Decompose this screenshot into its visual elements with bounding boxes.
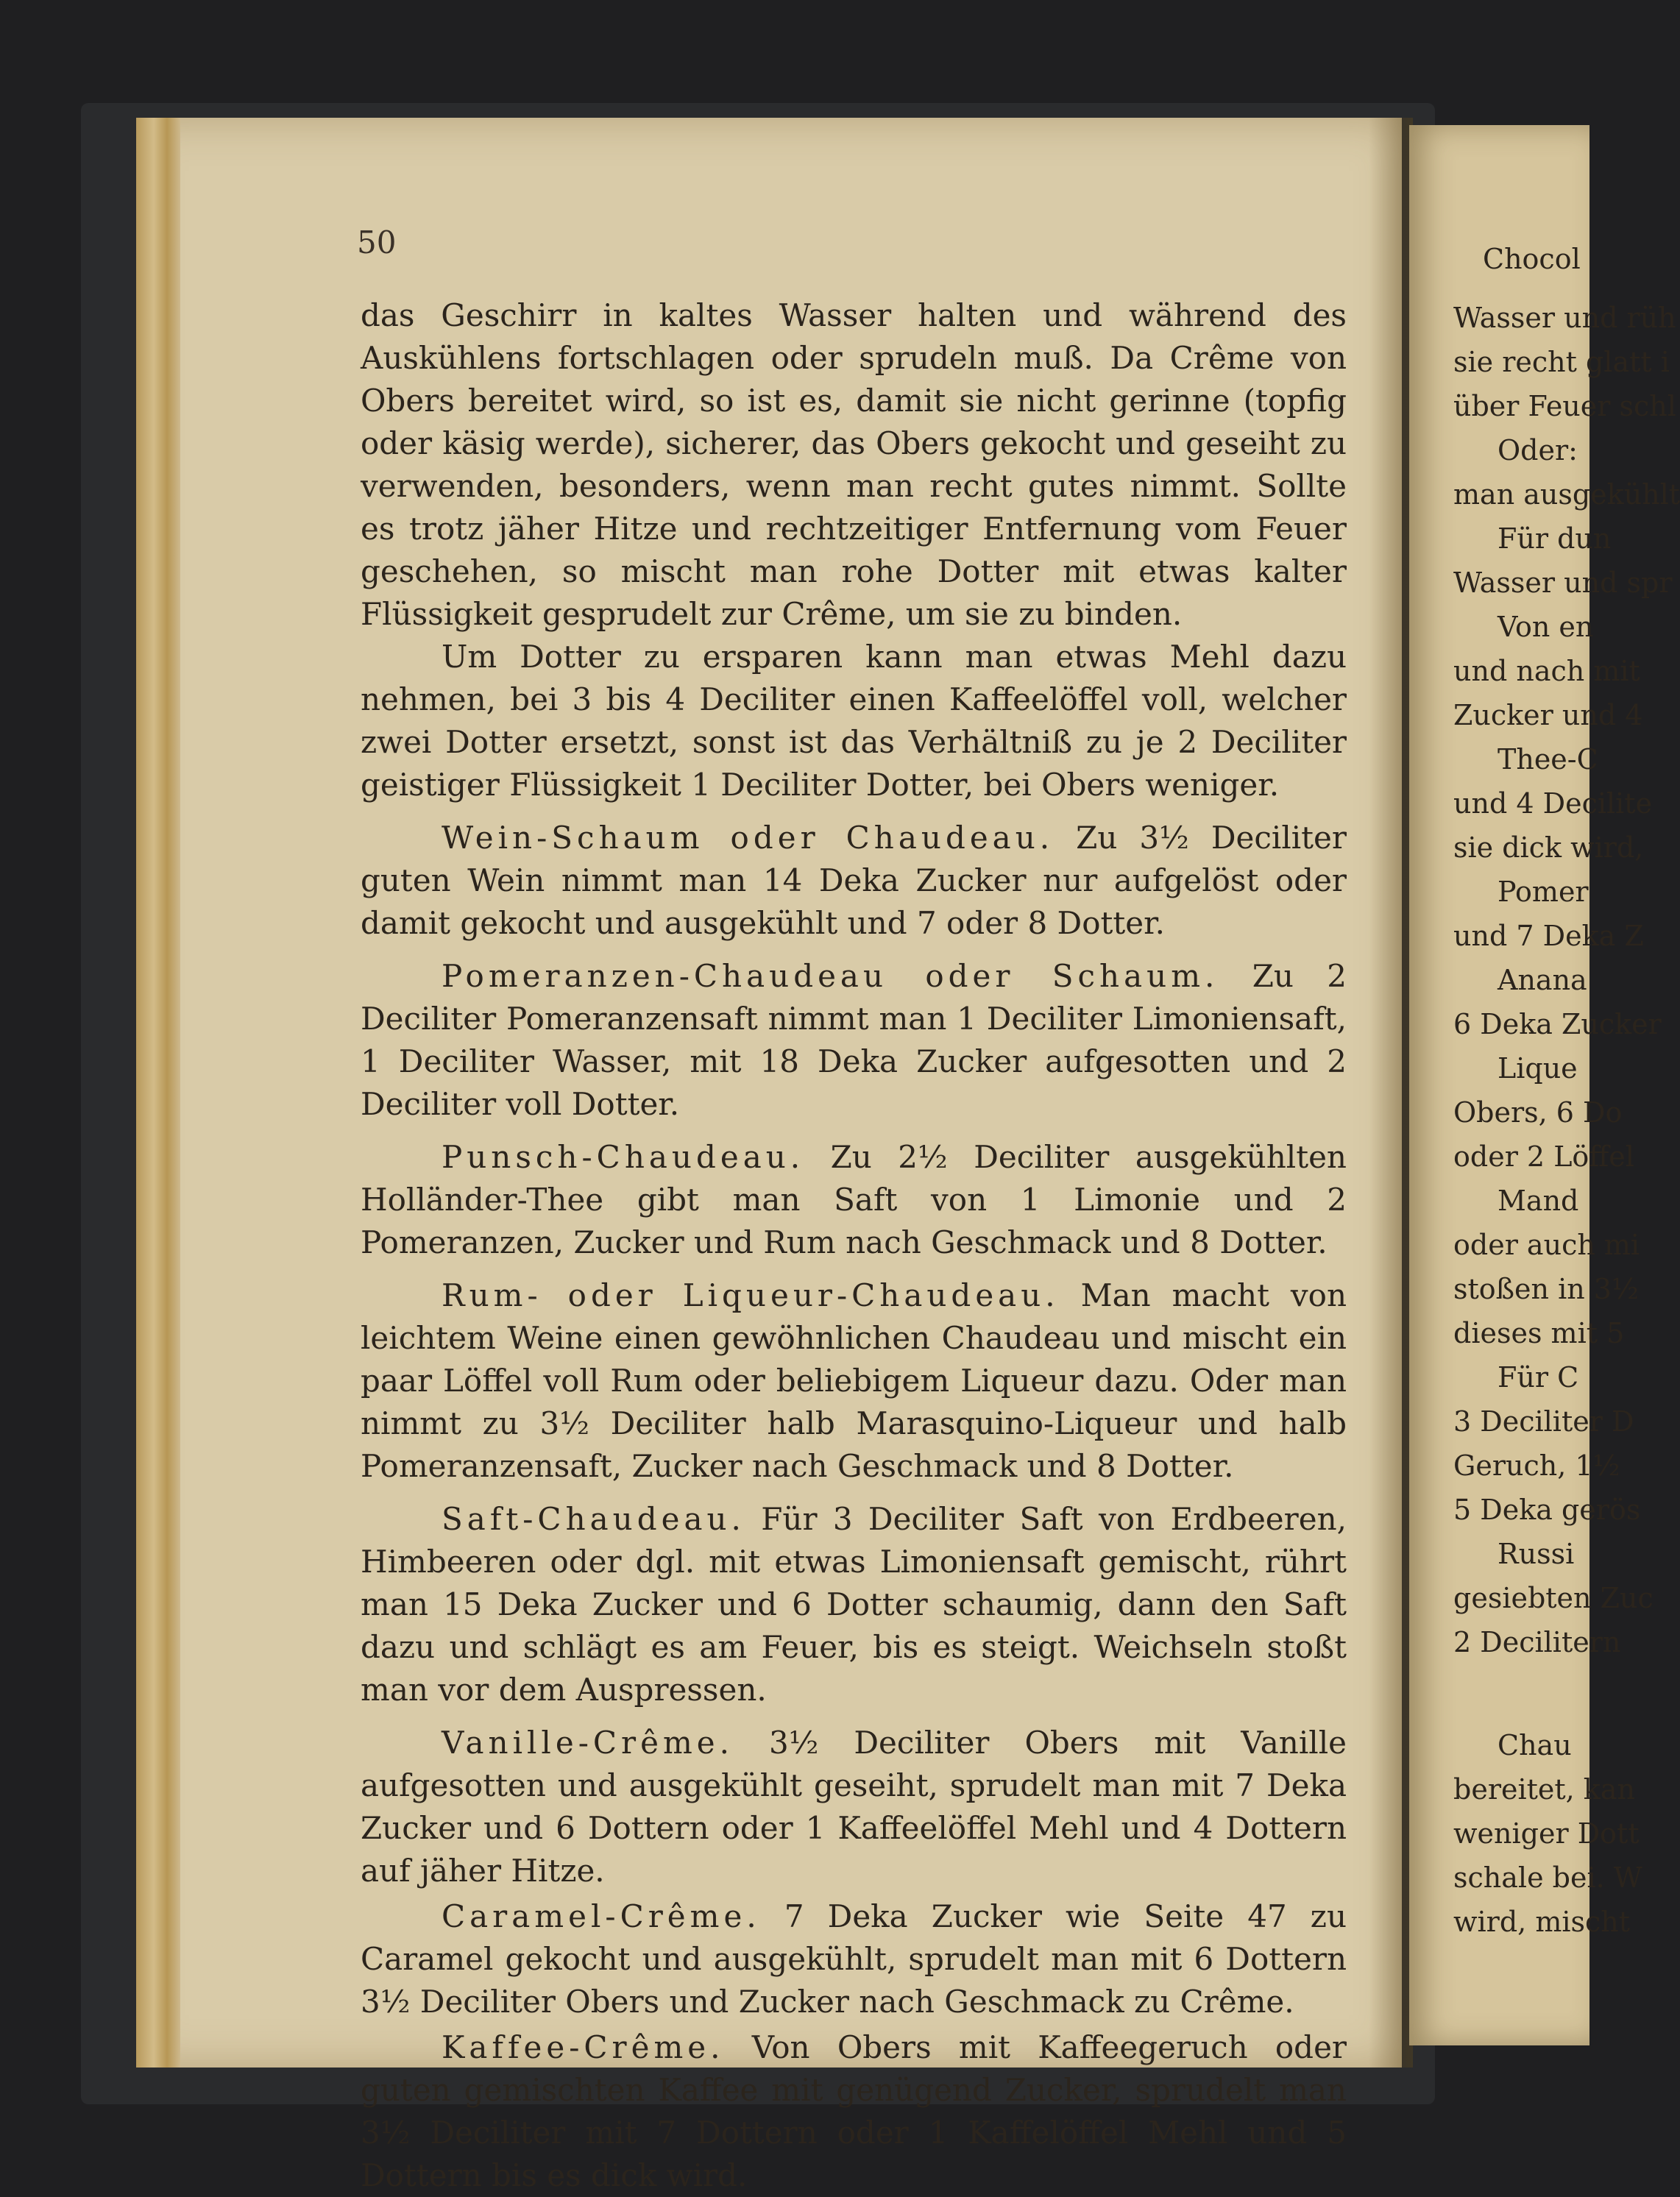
right-page-line: Zucker und 4: [1453, 699, 1643, 731]
recipe-heading: Vanille-Crême.: [442, 1725, 734, 1761]
right-page-line: 3 Deciliter D: [1453, 1405, 1634, 1438]
right-page-line: bereitet, kan: [1453, 1773, 1635, 1806]
page-body: [361, 294, 1347, 2197]
recipe-text: Für 3 Deciliter Saft von Erdbeeren, Himbeeren oder dgl. mit etwas Limoniensaft gemischt, rührt man 15 Deka Zucker und 6 Dotter schaumig, dann den Saft dazu und schlägt es am Feuer, bis es steigt. Weichseln stoßt man vor dem Auspressen.: [361, 1501, 1347, 1708]
page-number: 50: [357, 224, 397, 260]
right-page-line: oder auch mi: [1453, 1229, 1640, 1261]
right-page-line: Mand: [1498, 1185, 1579, 1217]
recipe-text: Zu 3½ Deciliter guten Wein nimmt man 14 Deka Zucker nur aufgelöst oder damit gekocht und ausgekühlt und 7 oder 8 Dotter.: [361, 820, 1347, 941]
recipe-paragraph: [361, 2026, 1347, 2197]
recipe-paragraph: [361, 817, 1347, 945]
paragraph-text: das Geschirr in kaltes Wasser halten und während des Auskühlens fortschlagen oder sprudeln muß. Da Crême von Obers bereitet wird, so ist es, damit sie nicht gerinne (topfig oder käsig werde), sicherer, das Obers gekocht und geseiht zu verwenden, besonders, wenn man recht gutes nimmt. Sollte es trotz jäher Hitze und rechtzeitiger Entfernung vom Feuer geschehen, so mischt man rohe Dotter mit etwas kalter Flüssigkeit gesprudelt zur Crême, um sie zu binden.: [361, 297, 1347, 632]
recipe-text: Man macht von leichtem Weine einen gewöhnlichen Chaudeau und mischt ein paar Löffel voll Rum oder beliebigem Liqueur dazu. Oder man nimmt zu 3½ Deciliter halb Marasquino-Liqueur und halb Pomeranzensaft, Zucker nach Geschmack und 8 Dotter.: [361, 1277, 1347, 1484]
recipe-heading: Pomeranzen-Chaudeau oder Schaum.: [442, 958, 1219, 994]
right-page-line: dieses mit 5: [1453, 1317, 1625, 1349]
recipe-heading: Saft-Chaudeau.: [442, 1501, 745, 1537]
recipe-paragraph: [361, 1498, 1347, 1711]
recipe-heading: Wein-Schaum oder Chaudeau.: [442, 820, 1055, 856]
right-page-line: Für dun: [1498, 522, 1612, 555]
recipe-paragraph: [361, 1722, 1347, 1892]
recipe-heading: Rum- oder Liqueur-Chaudeau.: [442, 1277, 1060, 1313]
paragraph: [361, 636, 1347, 806]
right-page-line: schale bei. W: [1453, 1861, 1642, 1894]
recipe-heading: Kaffee-Crême.: [442, 2029, 725, 2065]
right-page-line: Chocol: [1483, 243, 1581, 275]
right-page-line: oder 2 Löffel: [1453, 1140, 1634, 1173]
right-page-line: 2 Decilitern: [1453, 1626, 1621, 1658]
right-page-line: Von en: [1498, 611, 1594, 643]
right-page-line: Chau: [1498, 1729, 1572, 1761]
right-page-line: und nach mit: [1453, 655, 1640, 687]
right-page-line: 6 Deka Zucker: [1453, 1008, 1662, 1040]
right-page-line: Pomer: [1498, 876, 1589, 908]
right-page-line: Wasser und spr: [1453, 567, 1673, 599]
right-page-line: weniger Dott: [1453, 1817, 1640, 1850]
right-page-line: gesiebten Zuc: [1453, 1582, 1654, 1614]
right-page-line: stoßen in 3½: [1453, 1273, 1639, 1305]
right-page-line: Wasser und rüh: [1453, 302, 1676, 334]
recipe-text: 3½ Deciliter Obers mit Vanille aufgesotten und ausgekühlt geseiht, sprudelt man mit 7 Deka Zucker und 6 Dottern oder 1 Kaffeelöffel Mehl und 4 Dottern auf jäher Hitze.: [361, 1725, 1347, 1889]
right-page-line: wird, mischt: [1453, 1906, 1631, 1938]
recipe-text: Von Obers mit Kaffeegeruch oder guten gemischten Kaffee mit genügend Zucker, sprudelt man 3½ Deciliter mit 7 Dottern oder 1 Kaffelöffel Mehl und 5 Dottern bis es dick wird.: [361, 2029, 1347, 2193]
recipe-paragraph: [361, 1274, 1347, 1488]
right-page-line: sie recht glatt i: [1453, 346, 1670, 378]
right-page-line: sie dick wird,: [1453, 831, 1644, 864]
right-page-line: Geruch, 1½: [1453, 1449, 1620, 1482]
right-page-line: Russi: [1498, 1538, 1575, 1570]
right-page-line: über Feuer schl: [1453, 390, 1676, 422]
paragraph: [361, 294, 1347, 636]
recipe-text: Zu 2½ Deciliter ausgekühlten Holländer-Thee gibt man Saft von 1 Limonie und 2 Pomeranzen, Zucker und Rum nach Geschmack und 8 Dotter.: [361, 1139, 1347, 1260]
recipe-paragraph: [361, 955, 1347, 1126]
right-page-line: Für C: [1498, 1361, 1579, 1394]
recipe-heading: Punsch-Chaudeau.: [442, 1139, 805, 1175]
right-page-line: und 4 Decilite: [1453, 787, 1653, 820]
right-page-line: Lique: [1498, 1052, 1578, 1085]
recipe-paragraph: [361, 1895, 1347, 2023]
recipe-text: 7 Deka Zucker wie Seite 47 zu Caramel gekocht und ausgekühlt, sprudelt man mit 6 Dottern 3½ Deciliter Obers und Zucker nach Geschmack zu Crême.: [361, 1898, 1347, 2020]
right-page-line: und 7 Deka Z: [1453, 920, 1644, 952]
right-page-line: man ausgekühlt: [1453, 478, 1680, 511]
paragraph-text: Um Dotter zu ersparen kann man etwas Mehl dazu nehmen, bei 3 bis 4 Deciliter einen Kaffeelöffel voll, welcher zwei Dotter ersetzt, sonst ist das Verhältniß zu je 2 Deciliter geistiger Flüssigkeit 1 Deciliter Dotter, bei Obers weniger.: [361, 639, 1347, 803]
right-page: [1409, 125, 1680, 2045]
recipe-text: Zu 2 Deciliter Pomeranzensaft nimmt man 1 Deciliter Limoniensaft, 1 Deciliter Wasser, mit 18 Deka Zucker aufgesotten und 2 Deciliter voll Dotter.: [361, 958, 1347, 1122]
right-page-line: Oder:: [1498, 434, 1578, 466]
page-edges: [136, 118, 180, 2068]
recipe-paragraph: [361, 1136, 1347, 1264]
right-page-line: Obers, 6 Do: [1453, 1096, 1623, 1129]
right-page-line: 5 Deka gerös: [1453, 1494, 1641, 1526]
right-page-line: Anana: [1498, 964, 1587, 996]
right-page-line: Thee-C: [1498, 743, 1598, 775]
book-gutter: [1369, 118, 1413, 2068]
recipe-heading: Caramel-Crême.: [442, 1898, 761, 1934]
